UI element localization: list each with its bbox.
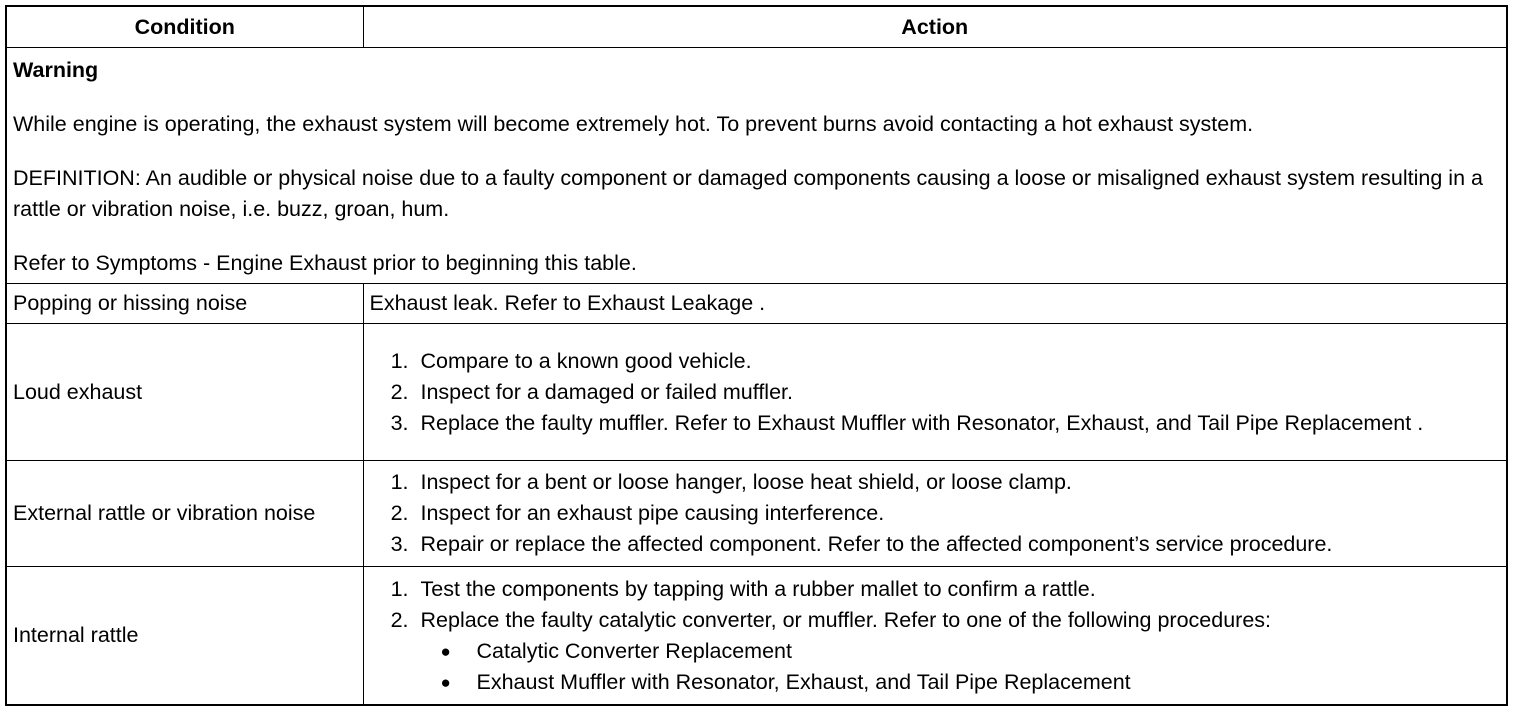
step-item: 3. Replace the faulty muffler. Refer to Exhaust Muffler with Resonator, Exhaust, and Tail Pipe Replacement . [415,408,1501,439]
step-item: 3. Repair or replace the affected component. Refer to the affected component’s service procedure. [415,529,1501,560]
note-cell [6,48,1507,284]
action-cell [363,324,1507,461]
procedure-item: ● Catalytic Converter Replacement [471,636,1501,667]
definition-text: DEFINITION: An audible or physical noise due to a faulty component or damaged components causing a loose or misaligned exhaust system resulting in a rattle or vibration noise, i.e. buzz, groan, hum. [13,166,1483,221]
refer-text: Refer to Symptoms - Engine Exhaust prior to beginning this table. [13,251,637,275]
warning-title: Warning [13,58,99,82]
step-item [415,605,1501,698]
table-row [6,324,1507,461]
condition-cell: Popping or hissing noise [6,284,363,324]
table-row [6,461,1507,567]
step-item: 1. Compare to a known good vehicle. [415,346,1501,377]
warning-text: While engine is operating, the exhaust system will become extremely hot. To prevent burns avoid contacting a hot exhaust system. [13,112,1254,136]
diagnostic-table [5,5,1508,706]
action-cell: Exhaust leak. Refer to Exhaust Leakage . [363,284,1507,324]
condition-cell: External rattle or vibration noise [6,461,363,567]
note-row [6,48,1507,284]
step-item: 1. Inspect for a bent or loose hanger, loose heat shield, or loose clamp. [415,467,1501,498]
step-item: 2. Inspect for a damaged or failed muffler. [415,377,1501,408]
action-cell [363,567,1507,706]
table-row [6,567,1507,706]
condition-cell: Loud exhaust [6,324,363,461]
header-action: Action [363,6,1507,48]
steps-list [370,574,1501,698]
steps-list [370,346,1501,439]
table-row [6,284,1507,324]
step-item: 1. Test the components by tapping with a rubber mallet to confirm a rattle. [415,574,1501,605]
procedure-item: ● Exhaust Muffler with Resonator, Exhaust, and Tail Pipe Replacement [471,667,1501,698]
procedure-list [421,636,1501,698]
header-condition: Condition [6,6,363,48]
step-text: Replace the faulty catalytic converter, or muffler. Refer to one of the following procedures: [420,607,1271,632]
header-row [6,6,1507,48]
step-item: 2. Inspect for an exhaust pipe causing interference. [415,498,1501,529]
condition-cell: Internal rattle [6,567,363,706]
steps-list [370,467,1501,560]
action-cell [363,461,1507,567]
